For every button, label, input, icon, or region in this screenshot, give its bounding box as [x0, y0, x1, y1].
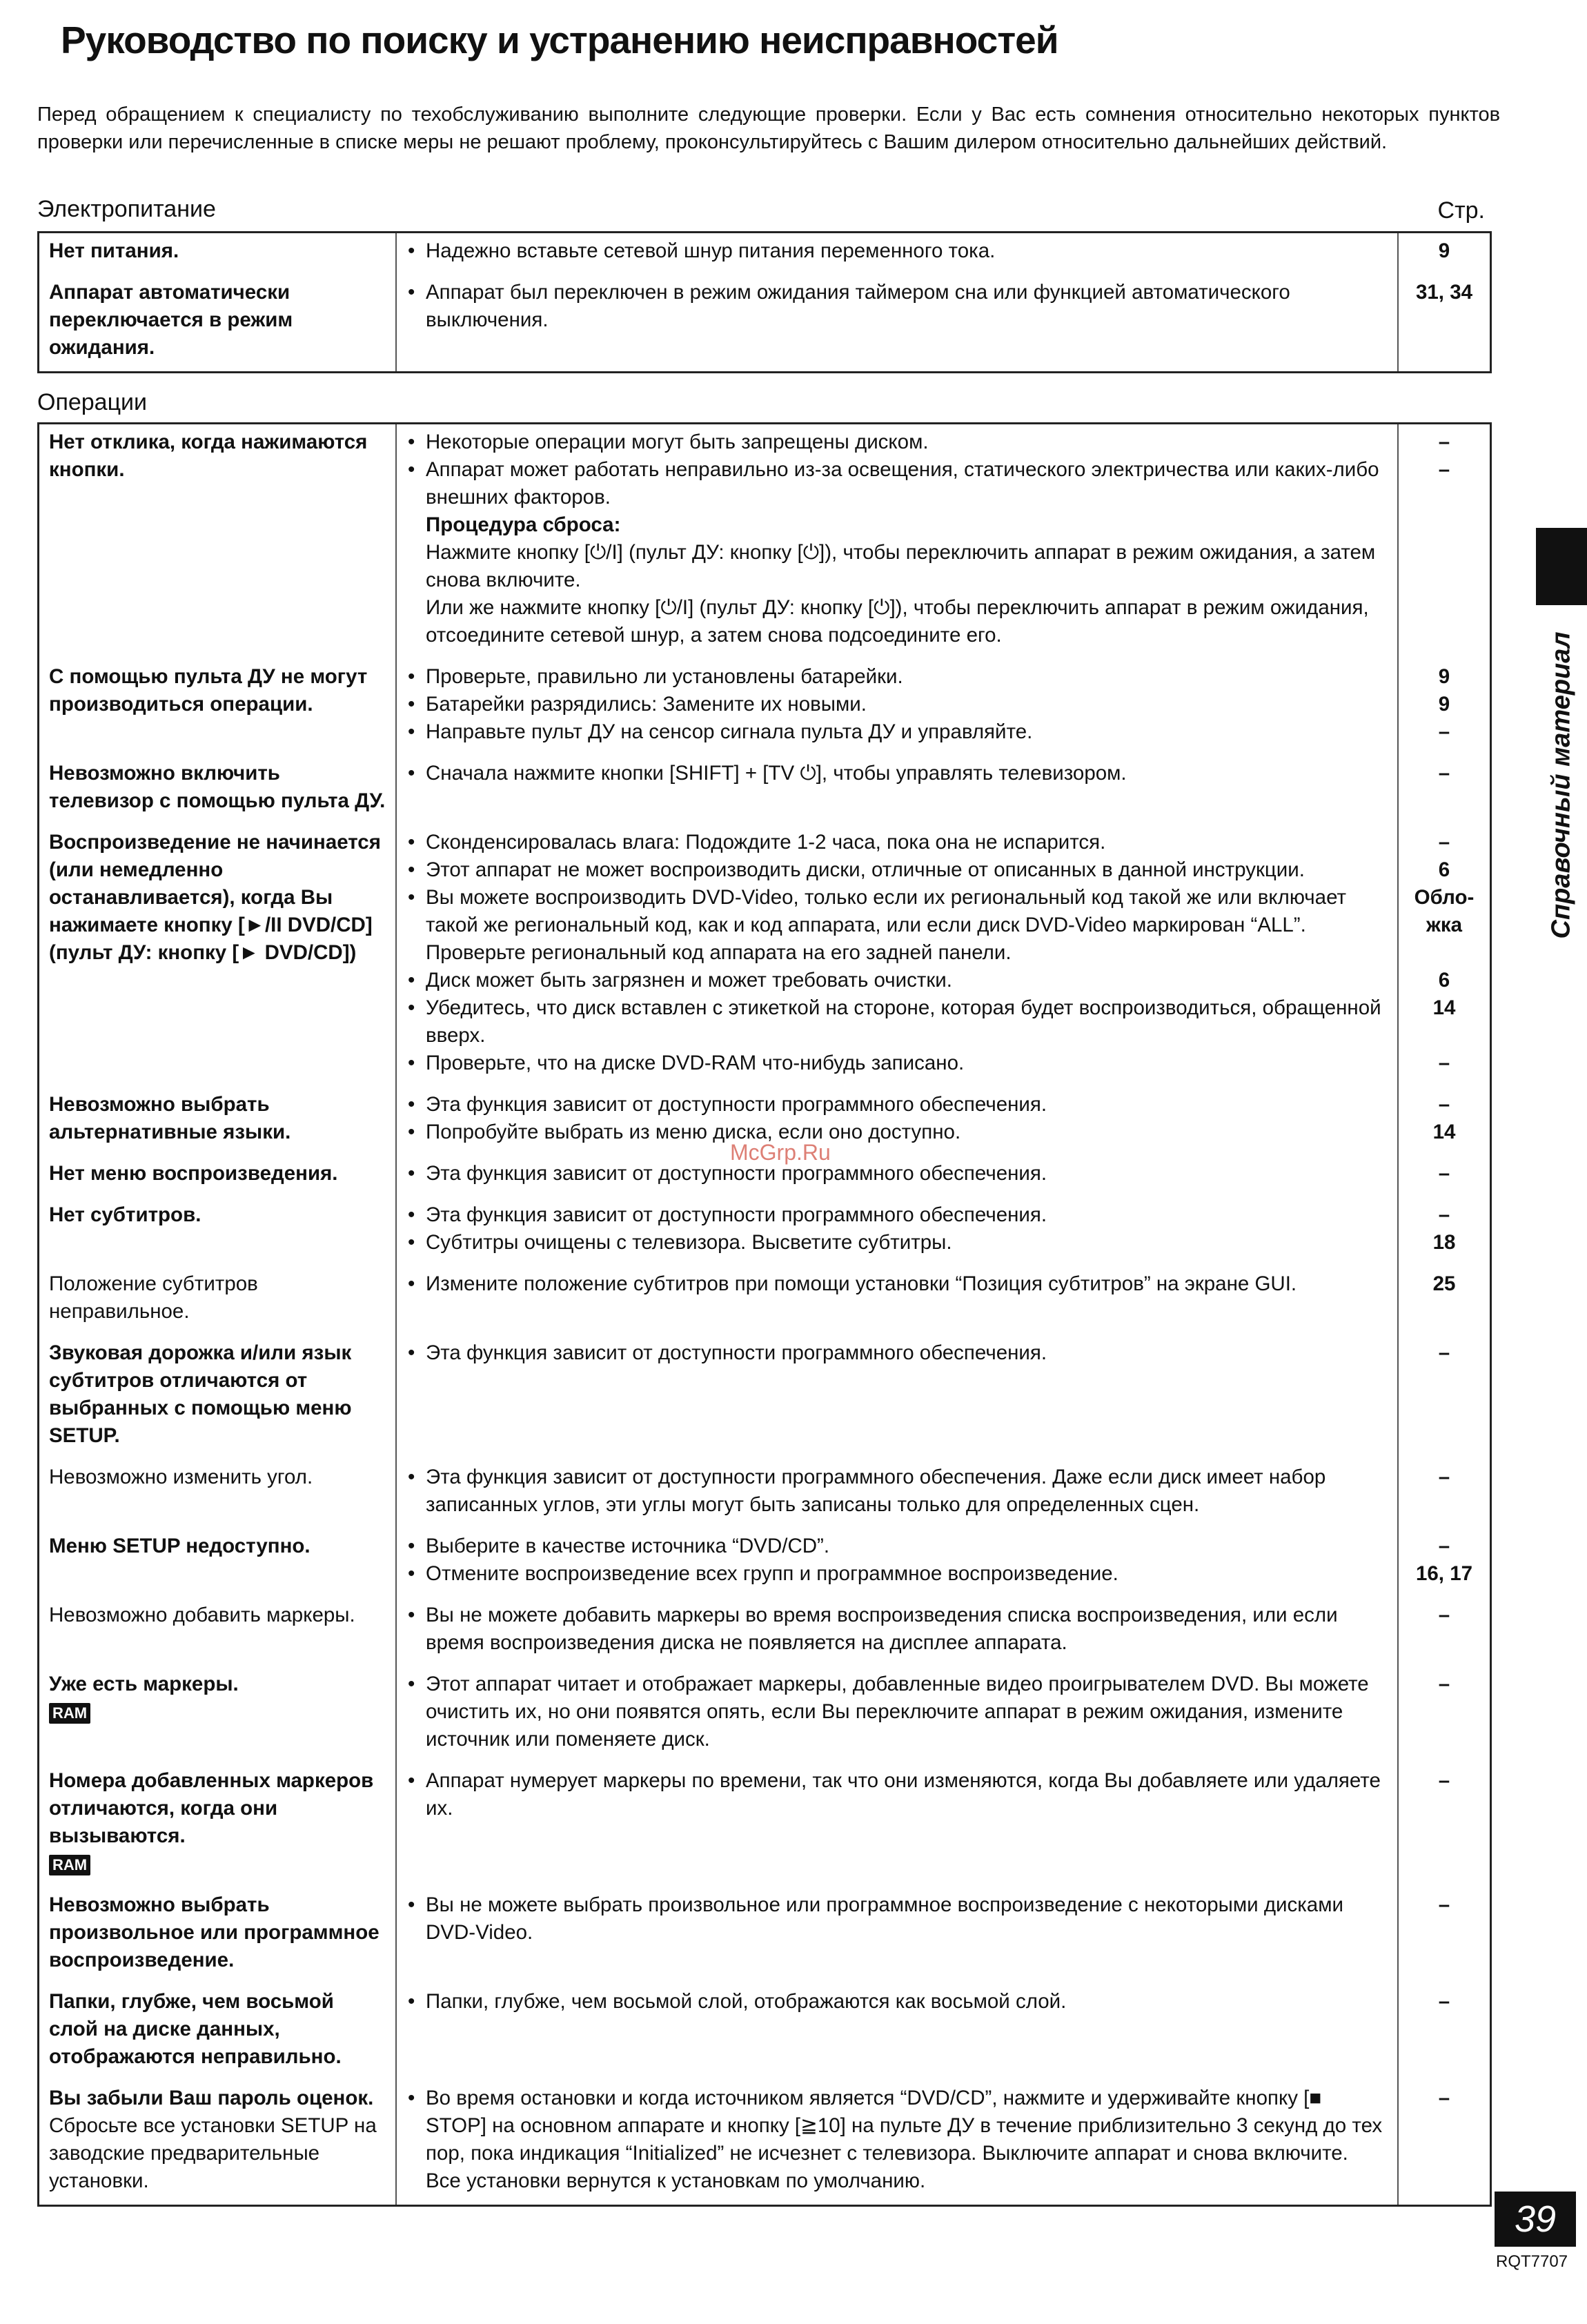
page-ref: –	[1438, 1673, 1450, 1695]
page-ref: 18	[1432, 1231, 1456, 1254]
section-heading-operations: Операции	[37, 389, 148, 415]
table-row	[39, 233, 1491, 275]
page-ref: –	[1438, 1341, 1450, 1364]
page-ref: –	[1438, 2087, 1450, 2109]
page-ref: –	[1438, 720, 1450, 743]
solution-item: • Диск может быть загрязнен и может требовать очистки.	[406, 967, 1388, 994]
table-row	[39, 756, 1491, 825]
page-ref: –	[1438, 1535, 1450, 1557]
intro-paragraph: Перед обращением к специалисту по техобслуживанию выполните следующие проверки. Если у Вас есть сомнения относительно некоторых пунктов проверки или перечисленные в списке меры не решают проблему, проконсультируйтесь с Вашим дилером относительно дальнейших действий.	[37, 104, 1500, 153]
table-row	[39, 1528, 1491, 1597]
solution-note: Все установки вернутся к установкам по умолчанию.	[426, 2169, 926, 2192]
page-number: 39	[1495, 2192, 1576, 2247]
operations-table	[37, 422, 1492, 2207]
page-ref: –	[1438, 458, 1450, 481]
page-ref: –	[1438, 1203, 1450, 1226]
solution-item: • Направьте пульт ДУ на сенсор сигнала пульта ДУ и управляйте.	[406, 718, 1388, 746]
problem-cell: Меню SETUP недоступно.	[39, 1528, 397, 1597]
problem-cell	[39, 1459, 397, 1528]
section-side-label: Справочный материал	[1546, 631, 1576, 939]
page-ref-cell	[1398, 424, 1491, 660]
page-ref: –	[1438, 1093, 1450, 1116]
problem-cell: Нет меню воспроизведения.	[39, 1156, 397, 1197]
solution-cell	[396, 756, 1398, 825]
page-ref-cell	[1398, 825, 1491, 1087]
problem-text: Уже есть маркеры.	[49, 1673, 239, 1695]
page-ref: –	[1438, 831, 1450, 854]
page-ref-cell	[1398, 1763, 1491, 1887]
table-row	[39, 2080, 1491, 2206]
page-ref-cell	[1398, 1156, 1491, 1197]
table-row	[39, 1266, 1491, 1335]
solution-cell	[396, 825, 1398, 1087]
page-ref-cell	[1398, 1459, 1491, 1528]
table-row	[39, 1597, 1491, 1666]
solution-item: • Сконденсировалась влага: Подождите 1-2 часа, пока она не испарится.	[406, 829, 1388, 856]
problem-cell: Невозможно выбрать альтернативные языки.	[39, 1087, 397, 1156]
section-tab-marker	[1536, 528, 1587, 605]
problem-cell: Аппарат автоматически переключается в режим ожидания.	[39, 275, 397, 373]
table-row	[39, 275, 1491, 373]
table-row	[39, 1984, 1491, 2080]
solution-cell	[396, 1156, 1398, 1197]
page-ref-cell	[1398, 1087, 1491, 1156]
solution-item: • Эта функция зависит от доступности программного обеспечения.	[406, 1201, 1388, 1229]
problem-cell: Нет субтитров.	[39, 1197, 397, 1266]
page-ref: Обло-жка	[1414, 886, 1475, 936]
problem-cell: Нет отклика, когда нажимаются кнопки.	[39, 424, 397, 660]
ram-badge: RAM	[49, 1855, 90, 1875]
solution-cell	[396, 1335, 1398, 1459]
ram-badge: RAM	[49, 1703, 90, 1724]
solution-cell	[396, 1528, 1398, 1597]
solution-cell	[396, 1459, 1398, 1528]
page-ref: 14	[1432, 1121, 1456, 1143]
problem-cell	[39, 1266, 397, 1335]
solution-item: • Проверьте, правильно ли установлены батарейки.	[406, 663, 1388, 691]
problem-text: Вы забыли Ваш пароль оценок.	[49, 2087, 374, 2109]
table-row	[39, 659, 1491, 756]
page-ref: 6	[1438, 969, 1450, 992]
table-row	[39, 1666, 1491, 1763]
solution-item: • Вы не можете добавить маркеры во время воспроизведения списка воспроизведения, или если время воспроизведения диска не появляется на дисплее аппарата.	[406, 1602, 1388, 1657]
problem-cell	[39, 2080, 397, 2206]
solution-cell	[396, 1266, 1398, 1335]
page-title: Руководство по поиску и устранению неисправностей	[61, 19, 1058, 61]
solution-item: • Сначала нажмите кнопки [SHIFT] + [TV ⏻], чтобы управлять телевизором.	[406, 760, 1388, 787]
table-row	[39, 424, 1491, 660]
problem-cell	[39, 1666, 397, 1763]
page-ref-cell	[1398, 659, 1491, 756]
page-ref: –	[1438, 1466, 1450, 1488]
reset-procedure-step: Нажмите кнопку [⏻/I] (пульт ДУ: кнопку [⏻]), чтобы переключить аппарат в режим ожидания, а затем снова включите.	[426, 541, 1376, 591]
solution-cell	[396, 659, 1398, 756]
page-ref: –	[1438, 762, 1450, 785]
solution-item: • Субтитры очищены с телевизора. Высветите субтитры.	[406, 1229, 1388, 1257]
solution-item: • Аппарат может работать неправильно из-за освещения, статического электричества или каких-либо внешних факторов.	[406, 456, 1388, 511]
solution-item: • Проверьте, что на диске DVD-RAM что-нибудь записано.	[406, 1050, 1388, 1077]
problem-cell: Нет питания.	[39, 233, 397, 275]
page-ref-cell	[1398, 1887, 1491, 1984]
problem-cell	[39, 1763, 397, 1887]
page-ref: –	[1438, 1162, 1450, 1185]
solution-cell	[396, 2080, 1398, 2206]
page-ref: –	[1438, 1604, 1450, 1626]
solution-item: • Эта функция зависит от доступности программного обеспечения. Даже если диск имеет набор записанных углов, эти углы могут быть записаны только для определенных сцен.	[406, 1464, 1388, 1519]
solution-item: • Батарейки разрядились: Замените их новыми.	[406, 691, 1388, 718]
table-row	[39, 825, 1491, 1087]
section-heading-power: Электропитание	[37, 196, 216, 222]
solution-item: • Вы можете воспроизводить DVD-Video, только если их региональный код такой же или включает такой же региональный код, как и код аппарата, или если диск DVD-Video маркирован “ALL”. Проверьте региональный код аппарата на его задней панели.	[406, 884, 1388, 967]
table-row	[39, 1459, 1491, 1528]
table-row	[39, 1335, 1491, 1459]
page-ref: 14	[1432, 996, 1456, 1019]
solution-item: • Этот аппарат не может воспроизводить диски, отличные от описанных в данной инструкции.	[406, 856, 1388, 884]
solution-item: • Папки, глубже, чем восьмой слой, отображаются как восьмой слой.	[406, 1988, 1388, 2016]
page-ref-cell	[1398, 275, 1491, 373]
solution-cell	[396, 233, 1398, 275]
page-ref-cell	[1398, 2080, 1491, 2206]
problem-cell: Невозможно включить телевизор с помощью пульта ДУ.	[39, 756, 397, 825]
page-ref-cell	[1398, 1666, 1491, 1763]
problem-cell: Невозможно выбрать произвольное или программное воспроизведение.	[39, 1887, 397, 1984]
solution-cell	[396, 275, 1398, 373]
solution-item: • Попробуйте выбрать из меню диска, если оно доступно.	[406, 1119, 1388, 1146]
page-ref-cell	[1398, 1197, 1491, 1266]
problem-cell: Воспроизведение не начинается (или немедленно останавливается), когда Вы нажимаете кнопку [►/II DVD/CD] (пульт ДУ: кнопку [► DVD/CD])	[39, 825, 397, 1087]
reset-procedure-step: Или же нажмите кнопку [⏻/I] (пульт ДУ: кнопку [⏻]), чтобы переключить аппарат в режим ожидания, отсоедините сетевой шнур, а затем снова подсоедините его.	[426, 596, 1369, 647]
solution-cell	[396, 1197, 1398, 1266]
problem-text: Невозможно изменить угол.	[49, 1466, 313, 1488]
page-ref: 9	[1438, 665, 1450, 688]
page-ref-cell	[1398, 1335, 1491, 1459]
solution-cell	[396, 1666, 1398, 1763]
problem-text: Невозможно добавить маркеры.	[49, 1604, 355, 1626]
page-ref: –	[1438, 1893, 1450, 1916]
watermark: McGrp.Ru	[730, 1140, 831, 1165]
solution-item: • Эта функция зависит от доступности программного обеспечения.	[406, 1091, 1388, 1119]
document-code: RQT7707	[1496, 2252, 1568, 2271]
solution-item: • Некоторые операции могут быть запрещены диском.	[406, 429, 1388, 456]
solution-item: • Аппарат нумерует маркеры по времени, так что они изменяются, когда Вы добавляете или удаляете их.	[406, 1767, 1388, 1822]
reset-procedure-title: Процедура сброса:	[426, 513, 621, 536]
page-ref: –	[1438, 431, 1450, 453]
page-ref-cell	[1398, 1597, 1491, 1666]
page-ref: –	[1438, 1052, 1450, 1074]
solution-item: • Эта функция зависит от доступности программного обеспечения.	[406, 1339, 1388, 1367]
solution-item: • Во время остановки и когда источником является “DVD/CD”, нажмите и удерживайте кнопку [■ STOP] на основном аппарате и кнопку [≧10] на пульте ДУ в течение приблизительно 3 секунд до тех пор, пока индикация “Initialized” не исчезнет с телевизора. Выключите аппарат и снова включите.	[406, 2085, 1388, 2167]
page-ref: 6	[1438, 858, 1450, 881]
problem-cell	[39, 1597, 397, 1666]
solution-cell	[396, 1763, 1398, 1887]
problem-text: Номера добавленных маркеров отличаются, когда они вызываются.	[49, 1769, 374, 1847]
solution-cell	[396, 424, 1398, 660]
solution-item: • Убедитесь, что диск вставлен с этикеткой на стороне, которая будет воспроизводиться, обращенной вверх.	[406, 994, 1388, 1050]
problem-text: Положение субтитров неправильное.	[49, 1272, 258, 1323]
page-ref-cell	[1398, 1528, 1491, 1597]
solution-cell	[396, 1984, 1398, 2080]
page-ref: 31, 34	[1415, 281, 1473, 304]
solution-item: • Отмените воспроизведение всех групп и программное воспроизведение.	[406, 1560, 1388, 1588]
problem-cell: Звуковая дорожка и/или язык субтитров отличаются от выбранных с помощью меню SETUP.	[39, 1335, 397, 1459]
page-ref: –	[1438, 1769, 1450, 1792]
problem-cell: С помощью пульта ДУ не могут производиться операции.	[39, 659, 397, 756]
solution-cell	[396, 1597, 1398, 1666]
solution-item: • Аппарат был переключен в режим ожидания таймером сна или функцией автоматического выключения.	[406, 279, 1388, 334]
table-row	[39, 1763, 1491, 1887]
solution-item: • Надежно вставьте сетевой шнур питания переменного тока.	[406, 237, 1388, 265]
page-ref: 25	[1432, 1272, 1456, 1295]
page-ref: 16, 17	[1415, 1562, 1473, 1585]
problem-cell: Папки, глубже, чем восьмой слой на диске данных, отображаются неправильно.	[39, 1984, 397, 2080]
solution-cell	[396, 1087, 1398, 1156]
page-ref: 9	[1438, 693, 1450, 716]
page-ref-cell	[1398, 1266, 1491, 1335]
page-ref-cell	[1398, 233, 1491, 275]
solution-item: • Этот аппарат читает и отображает маркеры, добавленные видео проигрывателем DVD. Вы можете очистить их, но они появятся опять, если Вы переключите аппарат в режим ожидания, измените источник или поменяете диск.	[406, 1671, 1388, 1753]
table-row	[39, 1887, 1491, 1984]
solution-item: • Эта функция зависит от доступности программного обеспечения.	[406, 1160, 1388, 1188]
solution-item: • Выберите в качестве источника “DVD/CD”.	[406, 1533, 1388, 1560]
table-row	[39, 1197, 1491, 1266]
page-ref-cell	[1398, 756, 1491, 825]
page-column-label: Стр.	[1437, 197, 1485, 224]
page-ref: 9	[1438, 239, 1450, 262]
page-ref: –	[1438, 1990, 1450, 2013]
solution-item: • Вы не можете выбрать произвольное или программное воспроизведение с некоторыми дисками DVD-Video.	[406, 1891, 1388, 1947]
solution-cell	[396, 1887, 1398, 1984]
power-table	[37, 231, 1492, 373]
page-ref-cell	[1398, 1984, 1491, 2080]
solution-item: • Измените положение субтитров при помощи установки “Позиция субтитров” на экране GUI.	[406, 1270, 1388, 1298]
problem-note: Сбросьте все установки SETUP на заводские предварительные установки.	[49, 2114, 377, 2192]
